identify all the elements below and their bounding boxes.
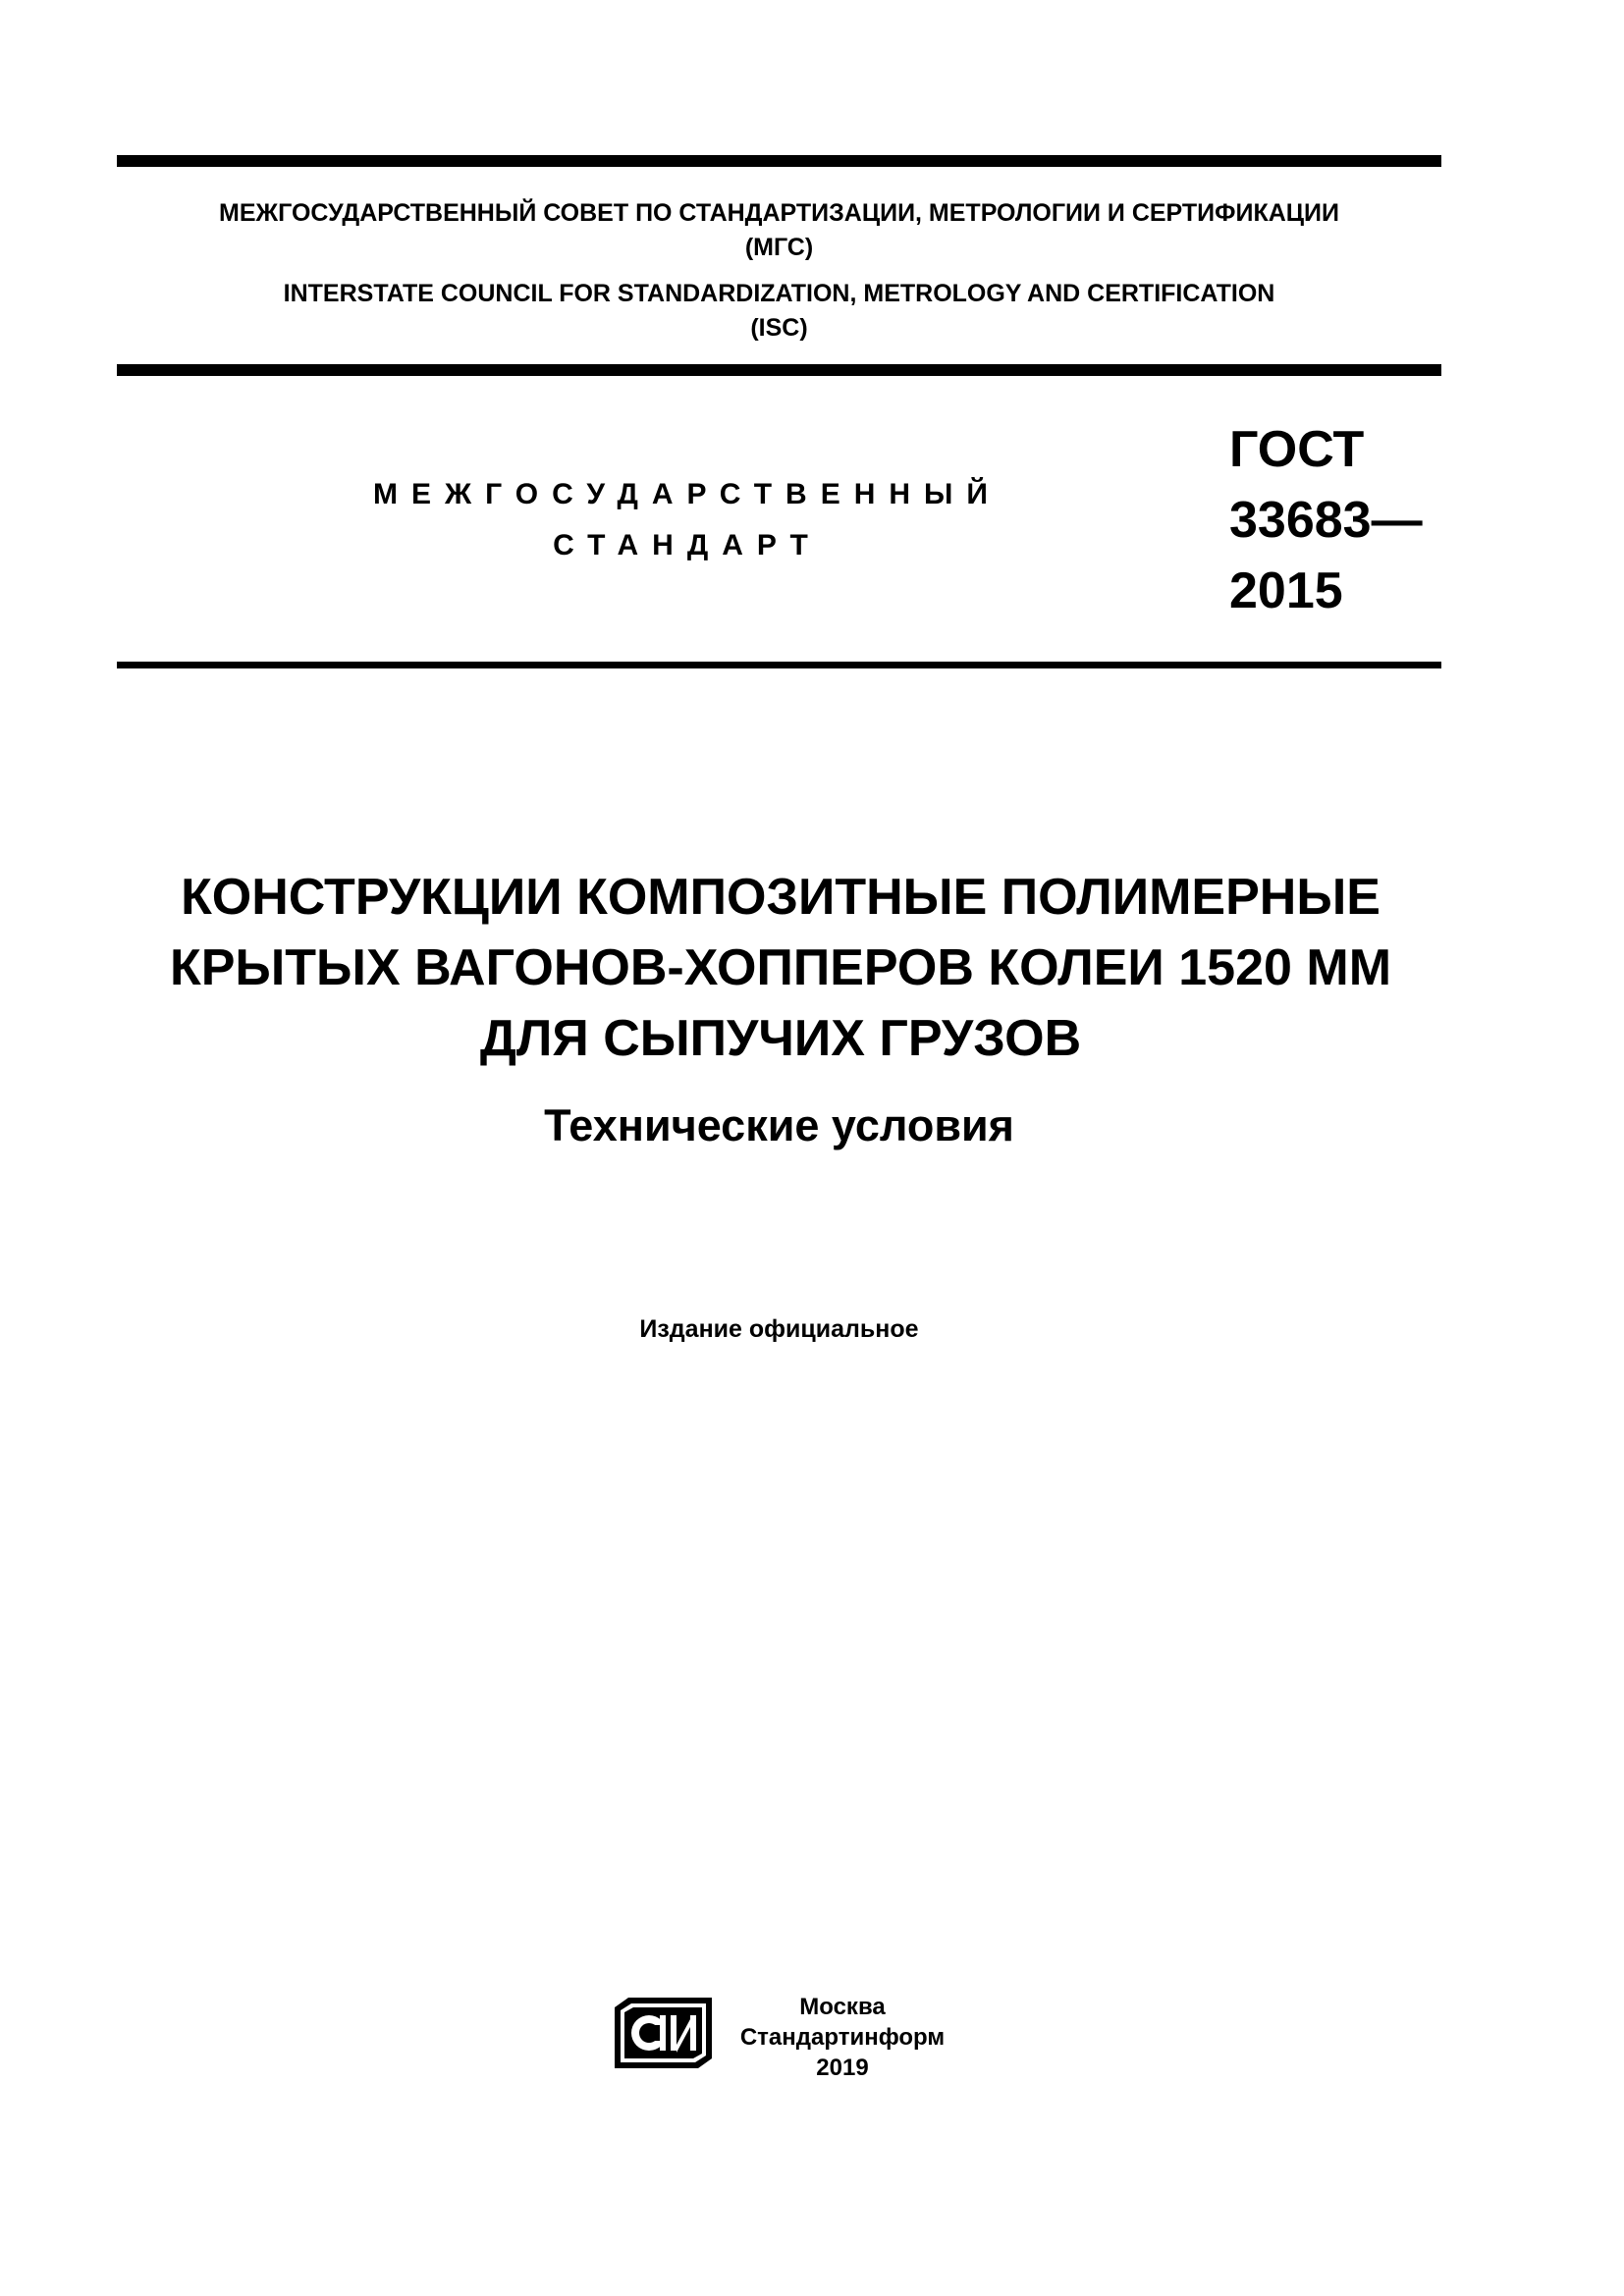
bottom-rule <box>117 662 1441 668</box>
document-title-line1: КОНСТРУКЦИИ КОМПОЗИТНЫЕ ПОЛИМЕРНЫЕ <box>181 869 1380 926</box>
standard-type-line1: МЕЖГОСУДАРСТВЕННЫЙ <box>373 478 1001 510</box>
council-name-en-line: INTERSTATE COUNCIL FOR STANDARDIZATION, METROLOGY AND CERTIFICATION <box>283 280 1275 307</box>
council-name-ru-line: МЕЖГОСУДАРСТВЕННЫЙ СОВЕТ ПО СТАНДАРТИЗАЦИИ, МЕТРОЛОГИИ И СЕРТИФИКАЦИИ <box>219 199 1339 227</box>
middle-rule <box>117 364 1441 376</box>
gost-number: 33683— <box>1229 492 1423 549</box>
standartinform-logo-icon <box>615 1998 712 2068</box>
gost-designation <box>1229 414 1423 626</box>
publisher-block <box>734 1992 950 2083</box>
standard-type <box>334 469 1041 571</box>
edition-note: Издание официальное <box>639 1315 919 1343</box>
document-title-line3: ДЛЯ СЫПУЧИХ ГРУЗОВ <box>479 1010 1082 1067</box>
gost-year: 2015 <box>1229 562 1343 619</box>
standard-type-line2: СТАНДАРТ <box>553 529 822 561</box>
publisher-city: Москва <box>799 1994 886 2020</box>
document-title-line2: КРЫТЫХ ВАГОНОВ-ХОППЕРОВ КОЛЕИ 1520 ММ <box>169 939 1392 996</box>
council-abbr-ru: (МГС) <box>744 234 814 261</box>
publisher-year: 2019 <box>816 2055 869 2081</box>
gost-prefix: ГОСТ <box>1229 421 1365 478</box>
document-title <box>79 862 1483 1074</box>
council-name-en <box>117 277 1441 346</box>
council-name-ru <box>117 196 1441 265</box>
publisher-name: Стандартинформ <box>739 2024 946 2051</box>
top-rule <box>117 155 1441 167</box>
council-abbr-en: (ISC) <box>750 314 808 342</box>
document-subtitle: Технические условия <box>544 1100 1014 1150</box>
